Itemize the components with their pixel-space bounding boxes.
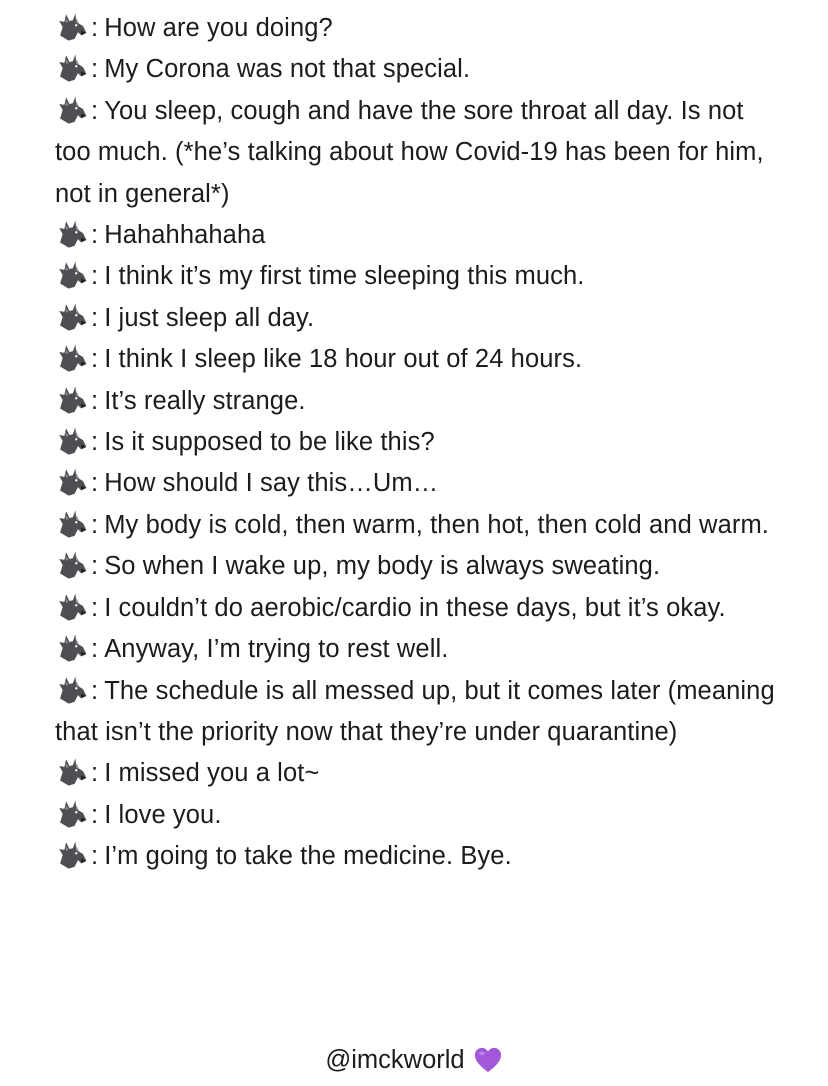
- message-text: It’s really strange.: [104, 386, 306, 415]
- message-line: [55, 671, 777, 754]
- wolf-icon: [55, 258, 89, 292]
- message-separator: :: [91, 262, 99, 291]
- message-text: You sleep, cough and have the sore throat all day. Is not too much. (*he’s talking about how Covid-19 has been for him, not in general*): [55, 96, 764, 208]
- message-separator: :: [91, 221, 99, 250]
- message-text: I love you.: [104, 800, 222, 829]
- wolf-icon: [55, 797, 89, 831]
- message-text: My Corona was not that special.: [104, 55, 471, 84]
- purple-heart-icon: [473, 1046, 503, 1074]
- message-line: [55, 256, 777, 297]
- message-line: [55, 588, 777, 629]
- message-text: How are you doing?: [104, 14, 333, 42]
- wolf-icon: [55, 300, 89, 334]
- message-separator: :: [91, 345, 99, 374]
- message-separator: :: [91, 510, 99, 539]
- message-line: [55, 546, 777, 587]
- wolf-icon: [55, 383, 89, 417]
- message-separator: :: [91, 552, 99, 581]
- message-line: [55, 298, 777, 339]
- message-separator: :: [91, 469, 99, 498]
- message-text: I missed you a lot~: [104, 759, 320, 788]
- wolf-icon: [55, 93, 89, 127]
- message-line: [55, 836, 777, 877]
- message-text: The schedule is all messed up, but it comes later (meaning that isn’t the priority now that they’re under quarantine): [55, 676, 775, 746]
- wolf-icon: [55, 217, 89, 251]
- message-text: My body is cold, then warm, then hot, then cold and warm.: [104, 510, 769, 539]
- wolf-icon: [55, 590, 89, 624]
- message-separator: :: [91, 842, 99, 871]
- wolf-icon: [55, 838, 89, 872]
- message-separator: :: [91, 800, 99, 829]
- message-line: [55, 422, 777, 463]
- message-line: [55, 215, 777, 256]
- message-text: I think it’s my first time sleeping this much.: [104, 262, 585, 291]
- wolf-icon: [55, 673, 89, 707]
- message-line: [55, 8, 777, 49]
- message-line: [55, 381, 777, 422]
- wolf-icon: [55, 507, 89, 541]
- message-text: Is it supposed to be like this?: [104, 428, 435, 457]
- wolf-icon: [55, 465, 89, 499]
- message-separator: :: [91, 303, 99, 332]
- message-separator: :: [91, 676, 99, 705]
- message-line: [55, 795, 777, 836]
- wolf-icon: [55, 10, 89, 44]
- message-line: [55, 463, 777, 504]
- wolf-icon: [55, 631, 89, 665]
- message-text: Hahahhahaha: [104, 221, 266, 250]
- message-text: Anyway, I’m trying to rest well.: [104, 635, 449, 664]
- message-separator: :: [91, 593, 99, 622]
- footer-credit: [0, 1040, 828, 1081]
- message-text: So when I wake up, my body is always sweating.: [104, 552, 661, 581]
- wolf-icon: [55, 341, 89, 375]
- message-separator: :: [91, 386, 99, 415]
- message-line: [55, 49, 777, 90]
- message-line: [55, 753, 777, 794]
- notes-body: [55, 8, 777, 878]
- footer-handle: @imckworld: [325, 1046, 465, 1074]
- message-text: I just sleep all day.: [104, 303, 315, 332]
- message-line: [55, 339, 777, 380]
- message-separator: :: [91, 428, 99, 457]
- wolf-icon: [55, 548, 89, 582]
- message-text: I couldn’t do aerobic/cardio in these days, but it’s okay.: [104, 593, 726, 622]
- message-line: [55, 629, 777, 670]
- message-line: [55, 505, 777, 546]
- message-separator: :: [91, 759, 99, 788]
- message-text: I think I sleep like 18 hour out of 24 hours.: [104, 345, 583, 374]
- message-separator: :: [91, 55, 99, 84]
- wolf-icon: [55, 424, 89, 458]
- message-separator: :: [91, 14, 99, 42]
- wolf-icon: [55, 755, 89, 789]
- message-line: [55, 91, 777, 215]
- message-text: How should I say this…Um…: [104, 469, 439, 498]
- message-separator: :: [91, 635, 99, 664]
- message-separator: :: [91, 96, 99, 125]
- message-text: I’m going to take the medicine. Bye.: [104, 842, 512, 871]
- wolf-icon: [55, 51, 89, 85]
